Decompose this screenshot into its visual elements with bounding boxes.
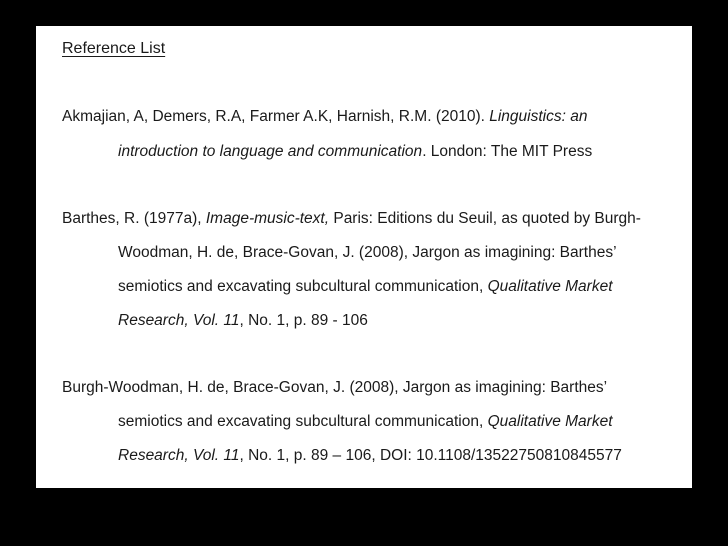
reference-2-journal-start: Qualitative Market [487, 278, 613, 295]
reference-2-line-2: Woodman, H. de, Brace-Govan, J. (2008), Jargon as imagining: Barthes’ [118, 244, 617, 261]
reference-1-title-start: Linguistics: an [489, 108, 588, 125]
reference-2-article-title: semiotics and excavating subcultural communication, [118, 278, 488, 295]
reference-2-line-3 [118, 277, 613, 297]
reference-1-line-2 [118, 142, 592, 162]
reference-1-publisher: . London: The MIT Press [422, 143, 593, 160]
reference-2-line-4 [118, 311, 368, 331]
reference-2-publisher: Paris: Editions du Seuil, as quoted by Burgh- [329, 210, 641, 227]
reference-2-issue-pages: , No. 1, p. 89 - 106 [239, 312, 368, 329]
document-page [36, 26, 692, 488]
reference-3-article-title: semiotics and excavating subcultural communication, [118, 413, 488, 430]
reference-1-authors: Akmajian, A, Demers, R.A, Farmer A.K, Harnish, R.M. (2010). [62, 108, 490, 125]
reference-3-line-2 [118, 412, 613, 432]
reference-3-journal-end: Research, Vol. 11 [118, 447, 240, 464]
reference-3-line-1: Burgh-Woodman, H. de, Brace-Govan, J. (2008), Jargon as imagining: Barthes’ [62, 379, 608, 396]
reference-2-authors: Barthes, R. (1977a), [62, 210, 206, 227]
reference-3-journal-start: Qualitative Market [487, 413, 613, 430]
reference-2-journal-end: Research, Vol. 11 [118, 312, 240, 329]
reference-1-title-end: introduction to language and communication [118, 143, 423, 160]
reference-3-line-3 [118, 446, 622, 466]
reference-2-line-1 [62, 209, 641, 229]
reference-3-issue-doi: , No. 1, p. 89 – 106, DOI: 10.1108/13522750810845577 [239, 447, 622, 464]
reference-list-heading: Reference List [62, 40, 166, 57]
reference-2-title: Image-music-text, [205, 210, 330, 227]
reference-1-line-1 [62, 107, 587, 127]
